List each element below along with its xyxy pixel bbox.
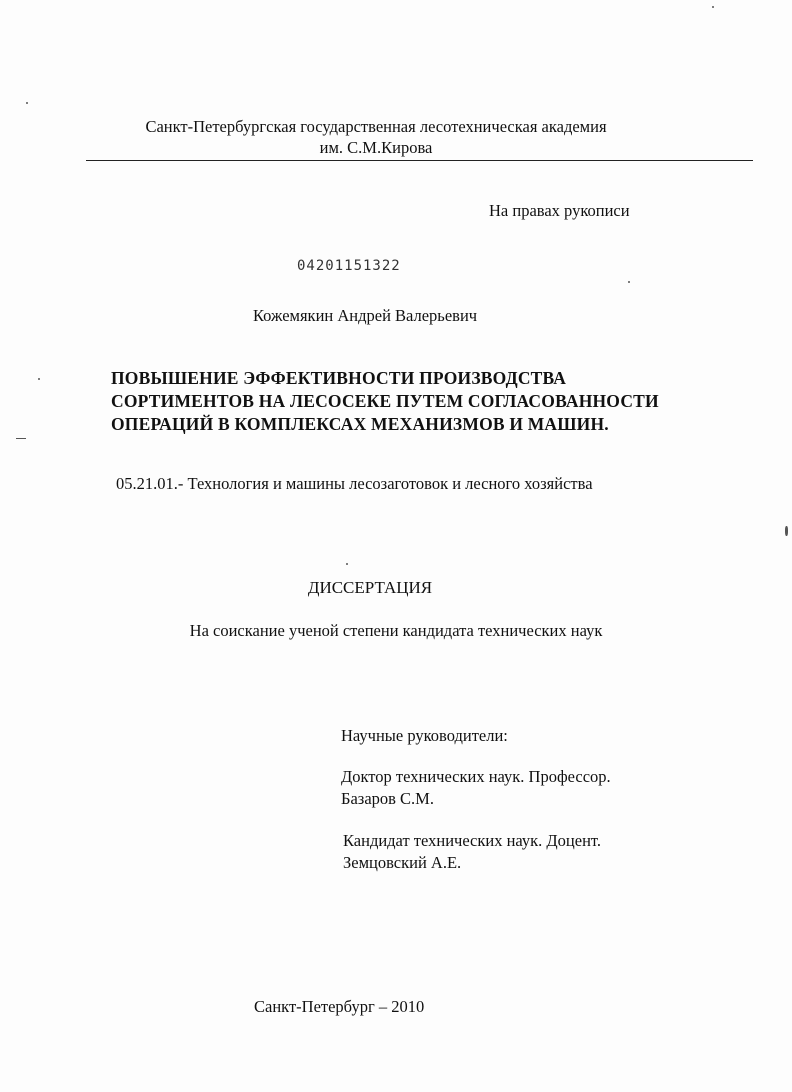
specialty-code: 05.21.01.- Технология и машины лесозаготовок и лесного хозяйства <box>116 474 593 493</box>
degree-statement: На соискание ученой степени кандидата технических наук <box>189 621 603 640</box>
title-line-1: ПОВЫШЕНИЕ ЭФФЕКТИВНОСТИ ПРОИЗВОДСТВА <box>111 368 567 388</box>
advisor-2-name: Земцовский А.Е. <box>343 853 462 872</box>
registration-number-stamp: 04201151322 <box>297 258 401 274</box>
scan-speck <box>38 378 40 380</box>
document-type: ДИССЕРТАЦИЯ <box>307 578 433 597</box>
advisor-1-title: Доктор технических наук. Профессор. <box>341 767 611 786</box>
dissertation-title <box>111 367 659 436</box>
scan-speck <box>346 563 348 565</box>
advisor-1-name: Базаров С.М. <box>341 789 434 808</box>
scan-speck <box>16 438 26 439</box>
advisor-2-title: Кандидат технических наук. Доцент. <box>343 831 602 850</box>
institution-subtitle: им. С.М.Кирова <box>319 138 433 157</box>
advisor-2 <box>343 830 601 874</box>
title-line-2: СОРТИМЕНТОВ НА ЛЕСОСЕКЕ ПУТЕМ СОГЛАСОВАННОСТИ <box>111 391 659 411</box>
footer-city-year: Санкт-Петербург – 2010 <box>254 997 425 1016</box>
scan-speck <box>785 526 788 536</box>
author-name: Кожемякин Андрей Валерьевич <box>253 306 478 325</box>
institution-name: Санкт-Петербургская государственная лесотехническая академия <box>145 117 607 136</box>
advisors-heading: Научные руководители: <box>341 726 508 745</box>
scan-speck <box>628 281 630 283</box>
scan-speck <box>712 6 714 8</box>
title-line-3: ОПЕРАЦИЙ В КОМПЛЕКСАХ МЕХАНИЗМОВ И МАШИН. <box>111 414 609 434</box>
scan-speck <box>26 102 28 104</box>
manuscript-note: На правах рукописи <box>489 201 630 220</box>
advisor-1 <box>341 766 611 810</box>
header-divider <box>86 160 753 161</box>
